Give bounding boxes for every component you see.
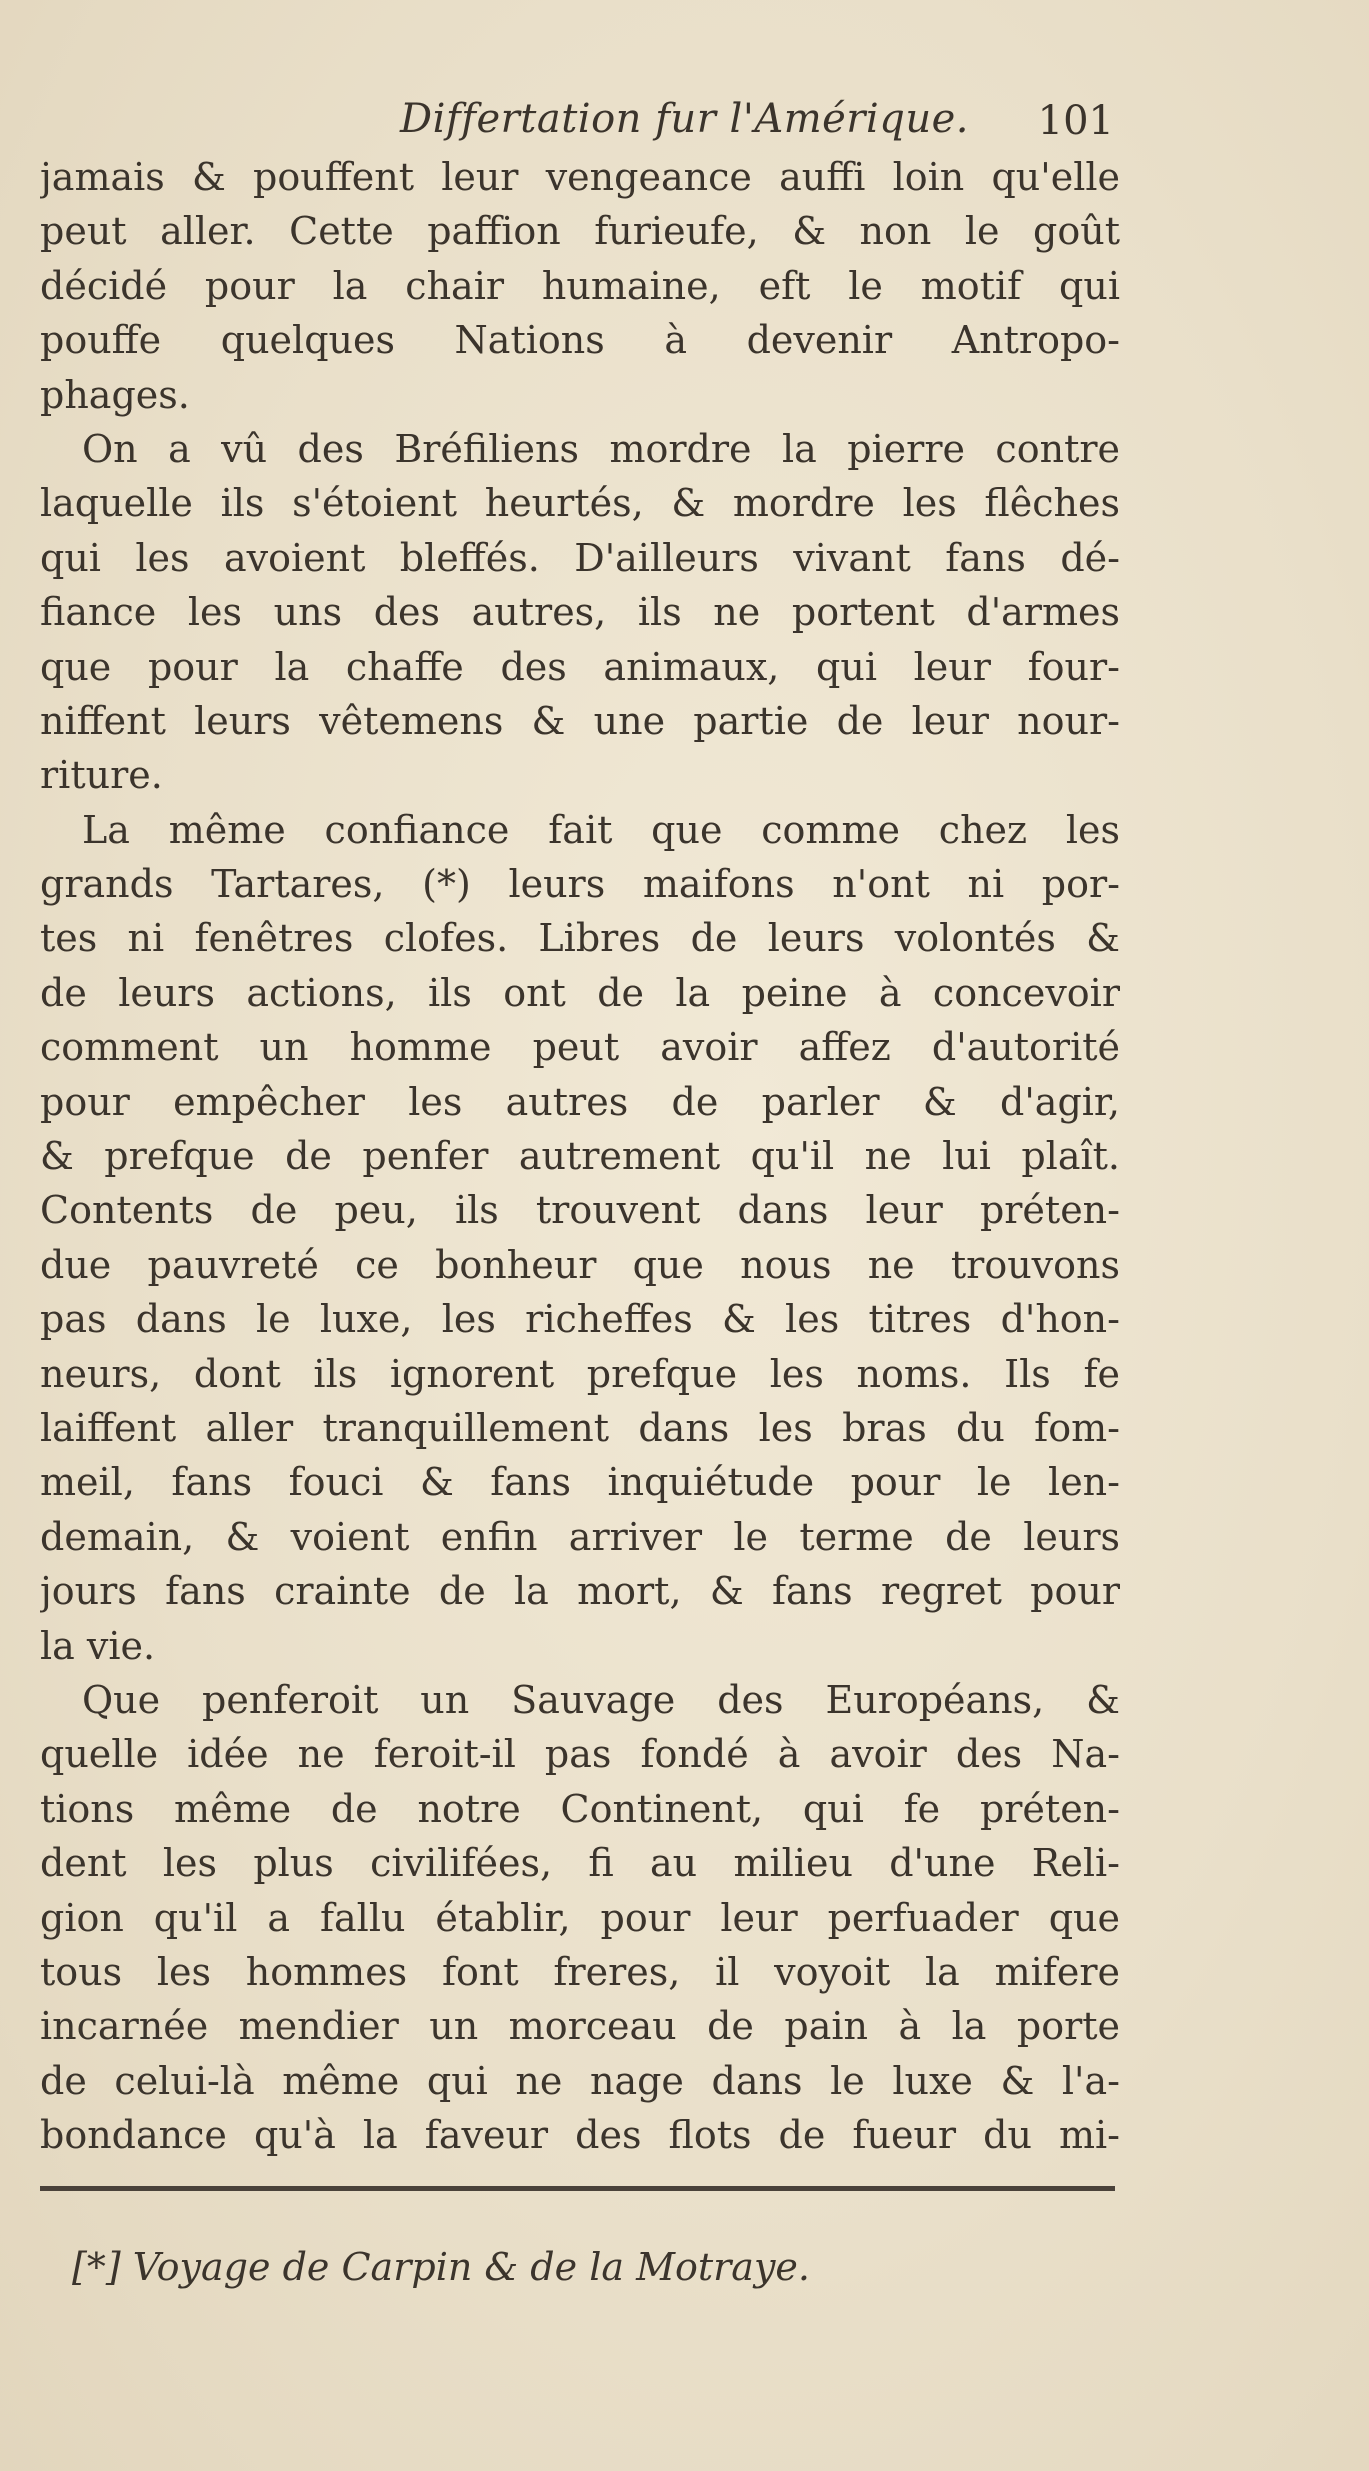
running-title: Differtation fur l'Amérique. [400,96,969,142]
body-text [40,150,1120,2162]
running-header [0,96,1369,156]
footnote: [*] Voyage de Carpin & de la Motraye. [72,2245,810,2289]
text-line: phages. [40,372,190,417]
text-line: fiance les uns des autres, ils ne portent d'armes [40,590,1120,635]
text-line: grands Tartares, (*) leurs maifons n'ont ni por- [40,862,1120,907]
text-line: pouffe quelques Nations à devenir Antropo- [40,318,1120,363]
text-line: dent les plus civilifées, fi au milieu d'une Reli- [40,1841,1120,1886]
text-line: laiffent aller tranquillement dans les bras du fom- [40,1405,1120,1450]
text-line: laquelle ils s'étoient heurtés, & mordre les flêches [40,481,1120,526]
text-line: niffent leurs vêtemens & une partie de leur nour- [40,698,1120,743]
text-line: tions même de notre Continent, qui fe préten- [40,1786,1120,1831]
page-number: 101 [1037,98,1114,144]
text-line: neurs, dont ils ignorent prefque les noms. Ils fe [40,1351,1120,1396]
text-line: jamais & pouffent leur vengeance auffi loin qu'elle [40,155,1120,199]
text-line: demain, & voient enfin arriver le terme de leurs [40,1514,1120,1559]
text-line: incarnée mendier un morceau de pain à la porte [40,2004,1120,2049]
text-line: gion qu'il a fallu établir, pour leur perfuader que [40,1895,1120,1940]
text-line: Contents de peu, ils trouvent dans leur préten- [40,1188,1120,1233]
text-line: tous les hommes font freres, il voyoit la mifere [40,1949,1120,1994]
text-line: décidé pour la chair humaine, eft le motif qui [40,263,1120,308]
text-line: jours fans crainte de la mort, & fans regret pour [40,1569,1120,1614]
text-line: peut aller. Cette paffion furieufe, & non le goût [40,209,1120,254]
text-line: comment un homme peut avoir affez d'autorité [40,1025,1120,1070]
text-line: pas dans le luxe, les richeffes & les titres d'hon- [40,1297,1120,1342]
text-line: tes ni fenêtres clofes. Libres de leurs volontés & [40,916,1120,961]
text-line: de celui-là même qui ne nage dans le luxe & l'a- [40,2058,1120,2103]
text-line: qui les avoient bleffés. D'ailleurs vivant fans dé- [40,535,1120,580]
text-line: meil, fans fouci & fans inquiétude pour le len- [40,1460,1120,1505]
text-line: & prefque de penfer autrement qu'il ne lui plaît. [40,1134,1120,1179]
text-line: pour empêcher les autres de parler & d'agir, [40,1079,1120,1124]
text-line: La même confiance fait que comme chez les [82,807,1120,852]
text-line: Que penferoit un Sauvage des Européans, & [82,1677,1120,1722]
text-line: due pauvreté ce bonheur que nous ne trouvons [40,1242,1120,1287]
text-line: quelle idée ne feroit-il pas fondé à avoir des Na- [40,1732,1120,1777]
footnote-rule [40,2186,1115,2191]
text-line: de leurs actions, ils ont de la peine à concevoir [40,970,1120,1015]
text-line: riture. [40,753,163,798]
text-line: bondance qu'à la faveur des flots de fueur du mi- [40,2113,1120,2158]
text-line: que pour la chaffe des animaux, qui leur four- [40,644,1120,689]
text-line: On a vû des Bréfiliens mordre la pierre contre [82,426,1120,471]
text-line: la vie. [40,1623,156,1668]
